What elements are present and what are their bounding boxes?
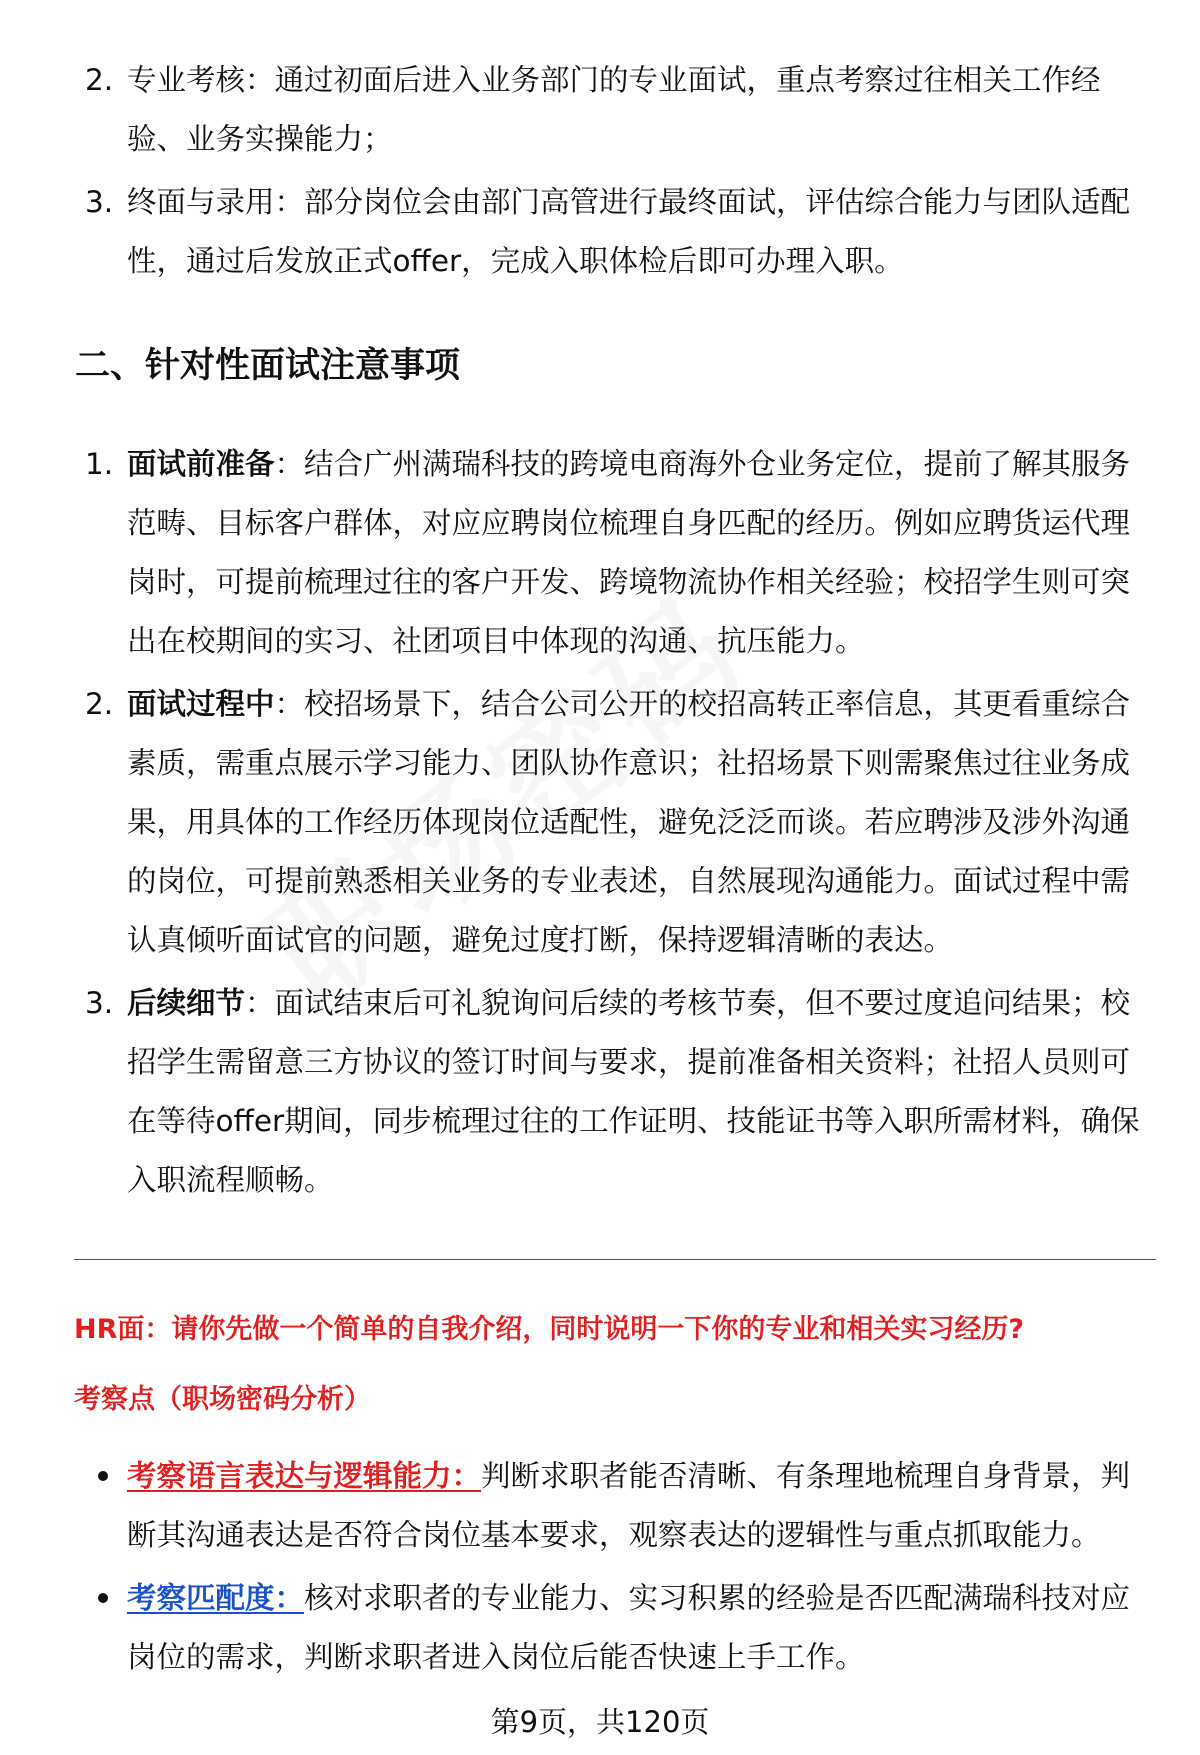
divider <box>74 1259 1156 1260</box>
list-number: 1. <box>85 447 114 481</box>
list-text: 终面与录用：部分岗位会由部门高管进行最终面试，评估综合能力与团队适配性，通过后发放正式offer，完成入职体检后即可办理入职。 <box>127 185 1131 278</box>
list-item <box>75 173 1155 291</box>
bullet-label-link[interactable]: 考察语言表达与逻辑能力： <box>127 1459 482 1493</box>
list-item <box>75 675 1155 970</box>
page-number: 第9页，共120页 <box>490 1705 710 1739</box>
bullet-text: 核对求职者的专业能力、实习积累的经验是否匹配满瑞科技对应岗位的需求，判断求职者进入岗位后能否快速上手工作。 <box>127 1581 1131 1674</box>
list-label: 面试过程中 <box>127 687 275 721</box>
list-item <box>75 974 1155 1210</box>
section-heading: 二、针对性面试注意事项 <box>75 346 461 386</box>
bullet-item <box>75 1569 1155 1687</box>
list-text: ：结合广州满瑞科技的跨境电商海外仓业务定位，提前了解其服务范畴、目标客户群体，对应应聘岗位梳理自身匹配的经历。例如应聘货运代理岗时，可提前梳理过往的客户开发、跨境物流协作相关经验；校招学生则可突出在校期间的实习、社团项目中体现的沟通、抗压能力。 <box>127 447 1131 658</box>
list-label: 后续细节 <box>127 986 246 1020</box>
list-item <box>75 435 1155 671</box>
list-item <box>75 51 1155 169</box>
list-number: 2. <box>85 687 114 721</box>
analysis-subheading: 考察点（职场密码分析） <box>74 1384 371 1415</box>
hr-question: HR面：请你先做一个简单的自我介绍，同时说明一下你的专业和相关实习经历? <box>74 1314 1025 1345</box>
analysis-bullets <box>75 1447 1155 1687</box>
process-steps-list <box>75 51 1155 295</box>
list-label: 面试前准备 <box>127 447 275 481</box>
bullet-item <box>75 1447 1155 1565</box>
bullet-label-link[interactable]: 考察匹配度： <box>127 1581 305 1615</box>
list-number: 3. <box>85 986 114 1020</box>
interview-tips-list <box>75 435 1155 1214</box>
list-text: ：校招场景下，结合公司公开的校招高转正率信息，其更看重综合素质，需重点展示学习能力、团队协作意识；社招场景下则需聚焦过往业务成果，用具体的工作经历体现岗位适配性，避免泛泛而谈。若应聘涉及涉外沟通的岗位，可提前熟悉相关业务的专业表述，自然展现沟通能力。面试过程中需认真倾听面试官的问题，避免过度打断，保持逻辑清晰的表达。 <box>127 687 1131 957</box>
list-number: 3. <box>85 185 114 219</box>
list-number: 2. <box>85 63 114 97</box>
bullet-dot <box>98 1593 108 1603</box>
bullet-text: 判断求职者能否清晰、有条理地梳理自身背景，判断其沟通表达是否符合岗位基本要求，观察表达的逻辑性与重点抓取能力。 <box>127 1459 1131 1552</box>
bullet-dot <box>98 1471 108 1481</box>
list-text: 专业考核：通过初面后进入业务部门的专业面试，重点考察过往相关工作经验、业务实操能力； <box>127 63 1101 156</box>
list-text: ：面试结束后可礼貌询问后续的考核节奏，但不要过度追问结果；校招学生需留意三方协议的签订时间与要求，提前准备相关资料；社招人员则可在等待offer期间，同步梳理过往的工作证明、技能证书等入职所需材料，确保入职流程顺畅。 <box>127 986 1140 1197</box>
